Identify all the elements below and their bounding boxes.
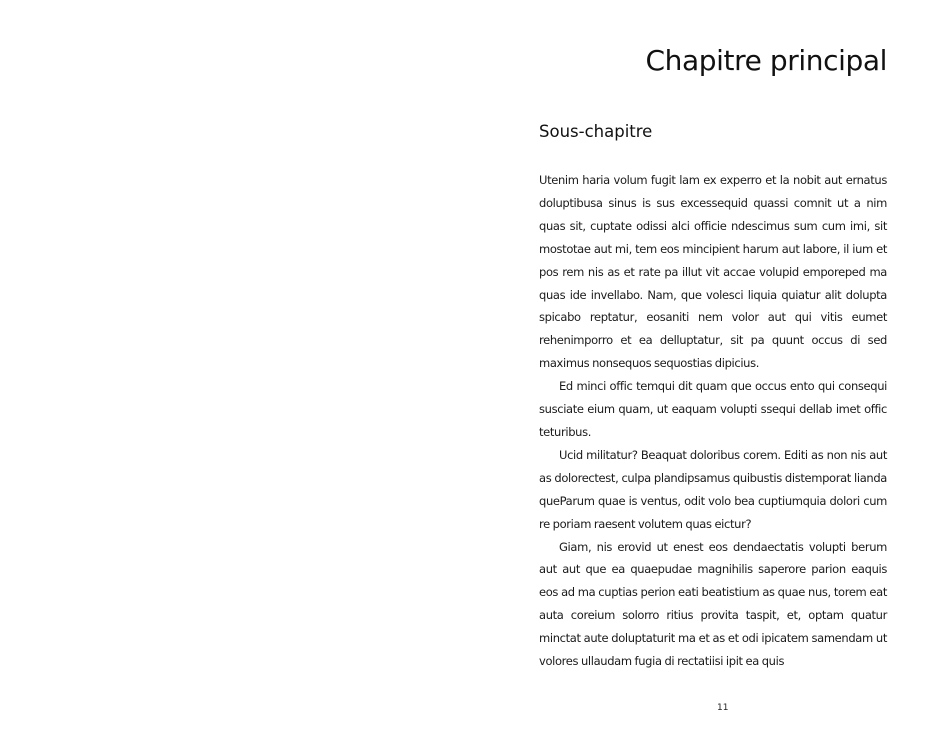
page-number: 11 xyxy=(717,703,729,713)
subchapter-title: Sous-chapitre xyxy=(539,122,653,141)
paragraph-1: Utenim haria volum fugit lam ex experro et la nobit aut ernatus doluptibusa sinus is sus excessequid quassi comnit ut a nim quas sit, cuptate odissi alci officie ndescimus sum cum imi, sit mostotae aut mi, tem eos mincipient harum aut labore, il ium et pos rem nis as et rate pa illut vit accae volupid emporeped ma quas ide invellabo. Nam, que volesci liquia quiatur alit dolupta spicabo reptatur, eosaniti nem volor aut qui vitis eumet rehenimporro et ea delluptatur, sit pa quunt occus di sed maximus nonsequos sequostias dipicius. xyxy=(539,173,887,371)
chapter-title: Chapitre principal xyxy=(645,44,887,77)
body-text xyxy=(539,169,887,673)
paragraph-2: Ed minci offic temqui dit quam que occus ento qui consequi susciate eium quam, ut eaquam volupti ssequi dellab imet offic teturibus. xyxy=(539,379,887,439)
left-page-blank xyxy=(0,0,472,748)
right-page xyxy=(472,0,945,748)
paragraph-4: Giam, nis erovid ut enest eos dendaectatis volupti berum aut aut que ea quaepudae magnihilis saperore parion eaquis eos ad ma cuptias perion eati beatistium as quae nus, torem eat auta coreium solorro ritius provita taspit, et, optam quatur minctat aute doluptaturit ma et as et odi ipicatem samendam ut volores ullaudam fugia di rectatiisi ipit ea quis xyxy=(539,539,887,669)
paragraph-3: Ucid militatur? Beaquat doloribus corem. Editi as non nis aut as dolorectest, culpa plandipsamus quibustis distemporat lianda queParum quae is ventus, odit volo bea cuptiumquia dolori cum re poriam raesent volutem quas eictur? xyxy=(539,447,887,531)
